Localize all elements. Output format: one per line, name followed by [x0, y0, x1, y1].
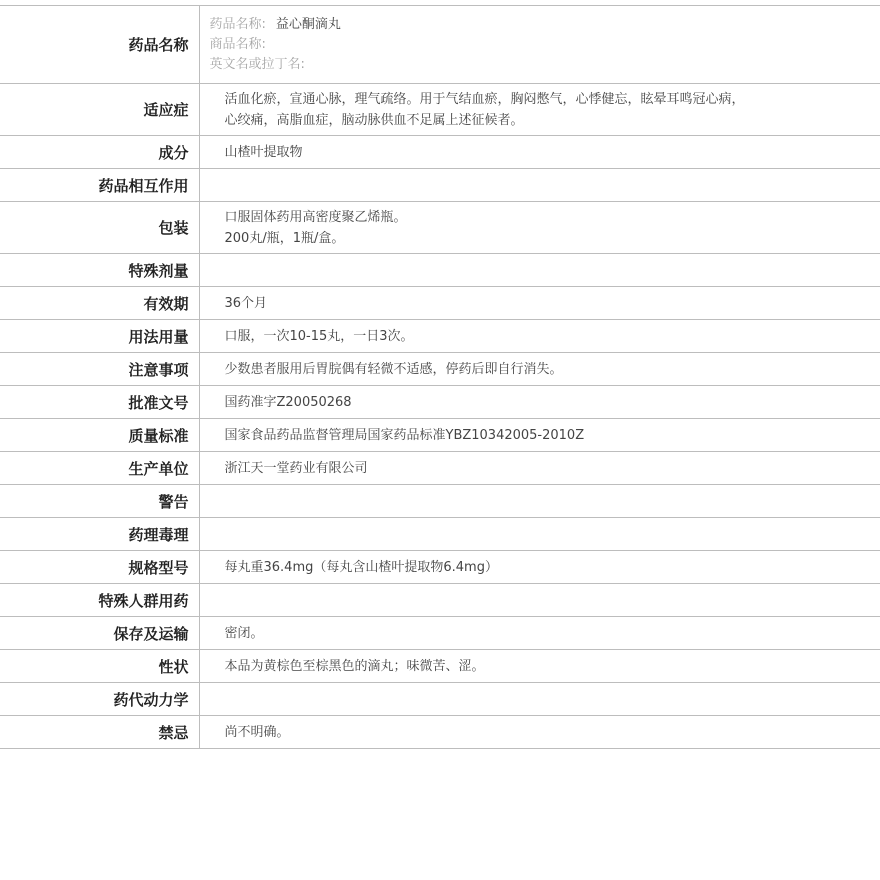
- english-name-line: [210, 55, 880, 75]
- property-value: [199, 136, 880, 169]
- property-label: 保存及运输: [0, 617, 199, 650]
- property-row: [0, 202, 880, 254]
- property-row: [0, 419, 880, 452]
- property-value-line: 山楂叶提取物: [224, 144, 303, 160]
- english-name-key: 英文名或拉丁名:: [209, 56, 305, 72]
- generic-name-value: 益心酮滴丸: [275, 16, 341, 32]
- property-value: [199, 84, 880, 136]
- generic-name-key: 药品名称:: [209, 16, 266, 32]
- property-value-line: 国药准字Z20050268: [224, 394, 352, 410]
- drug-name-row: [0, 6, 880, 84]
- property-label: 适应症: [0, 84, 199, 136]
- property-row: [0, 287, 880, 320]
- property-row: [0, 84, 880, 136]
- property-value: [199, 551, 880, 584]
- property-value-line: 国家食品药品监督管理局国家药品标准YBZ10342005-2010Z: [224, 427, 585, 443]
- property-row: [0, 485, 880, 518]
- property-label: 用法用量: [0, 320, 199, 353]
- drug-info-table-body: [0, 6, 880, 749]
- property-value: [199, 202, 880, 254]
- property-label: 成分: [0, 136, 199, 169]
- drug-info-table: [0, 5, 880, 749]
- property-value: [199, 386, 880, 419]
- property-label: 特殊人群用药: [0, 584, 199, 617]
- property-row: [0, 716, 880, 749]
- property-label: 警告: [0, 485, 199, 518]
- property-value: [199, 353, 880, 386]
- property-value-line: 活血化瘀，宣通心脉，理气疏络。用于气结血瘀，胸闷憋气，心悸健忘，眩晕耳鸣冠心病，: [224, 91, 745, 107]
- property-row: [0, 518, 880, 551]
- property-value: [199, 254, 880, 287]
- property-value-line: 口服，一次10-15丸，一日3次。: [224, 328, 414, 344]
- property-value: [199, 518, 880, 551]
- property-label: 注意事项: [0, 353, 199, 386]
- property-label: 有效期: [0, 287, 199, 320]
- property-row: [0, 254, 880, 287]
- property-value-line: 口服固体药用高密度聚乙烯瓶。: [224, 209, 407, 225]
- property-label: 性状: [0, 650, 199, 683]
- property-label: 药代动力学: [0, 683, 199, 716]
- property-row: [0, 320, 880, 353]
- drug-name-label: 药品名称: [0, 6, 199, 84]
- property-value: [199, 419, 880, 452]
- trade-name-line: [210, 35, 880, 55]
- property-value: [199, 584, 880, 617]
- generic-name-line: [210, 15, 880, 35]
- property-label: 质量标准: [0, 419, 199, 452]
- property-value: [199, 169, 880, 202]
- property-label: 禁忌: [0, 716, 199, 749]
- property-value: [199, 452, 880, 485]
- property-label: 生产单位: [0, 452, 199, 485]
- property-value-line: 本品为黄棕色至棕黑色的滴丸；味微苦、涩。: [224, 658, 485, 674]
- property-row: [0, 551, 880, 584]
- property-row: [0, 650, 880, 683]
- property-value: [199, 485, 880, 518]
- property-value-line: 浙江天一堂药业有限公司: [224, 460, 368, 476]
- drug-name-cell: [199, 6, 880, 84]
- property-label: 药品相互作用: [0, 169, 199, 202]
- property-value: [199, 716, 880, 749]
- property-value: [199, 320, 880, 353]
- property-value-line: 36个月: [224, 295, 268, 311]
- property-label: 包装: [0, 202, 199, 254]
- property-value: [199, 683, 880, 716]
- property-value-line: 200丸/瓶，1瓶/盒。: [224, 230, 345, 246]
- property-label: 批准文号: [0, 386, 199, 419]
- property-row: [0, 353, 880, 386]
- property-row: [0, 584, 880, 617]
- property-value: [199, 650, 880, 683]
- property-value-line: 心绞痛，高脂血症，脑动脉供血不足属上述征候者。: [224, 112, 524, 128]
- property-row: [0, 136, 880, 169]
- property-value-line: 少数患者服用后胃脘偶有轻微不适感，停药后即自行消失。: [224, 361, 563, 377]
- property-label: 药理毒理: [0, 518, 199, 551]
- property-value-line: 每丸重36.4mg（每丸含山楂叶提取物6.4mg）: [224, 559, 498, 575]
- property-row: [0, 169, 880, 202]
- property-value-line: 尚不明确。: [224, 724, 290, 740]
- property-value-line: 密闭。: [224, 625, 264, 641]
- property-row: [0, 683, 880, 716]
- property-row: [0, 452, 880, 485]
- trade-name-key: 商品名称:: [209, 36, 266, 52]
- property-label: 规格型号: [0, 551, 199, 584]
- property-value: [199, 287, 880, 320]
- property-row: [0, 386, 880, 419]
- property-row: [0, 617, 880, 650]
- property-value: [199, 617, 880, 650]
- property-label: 特殊剂量: [0, 254, 199, 287]
